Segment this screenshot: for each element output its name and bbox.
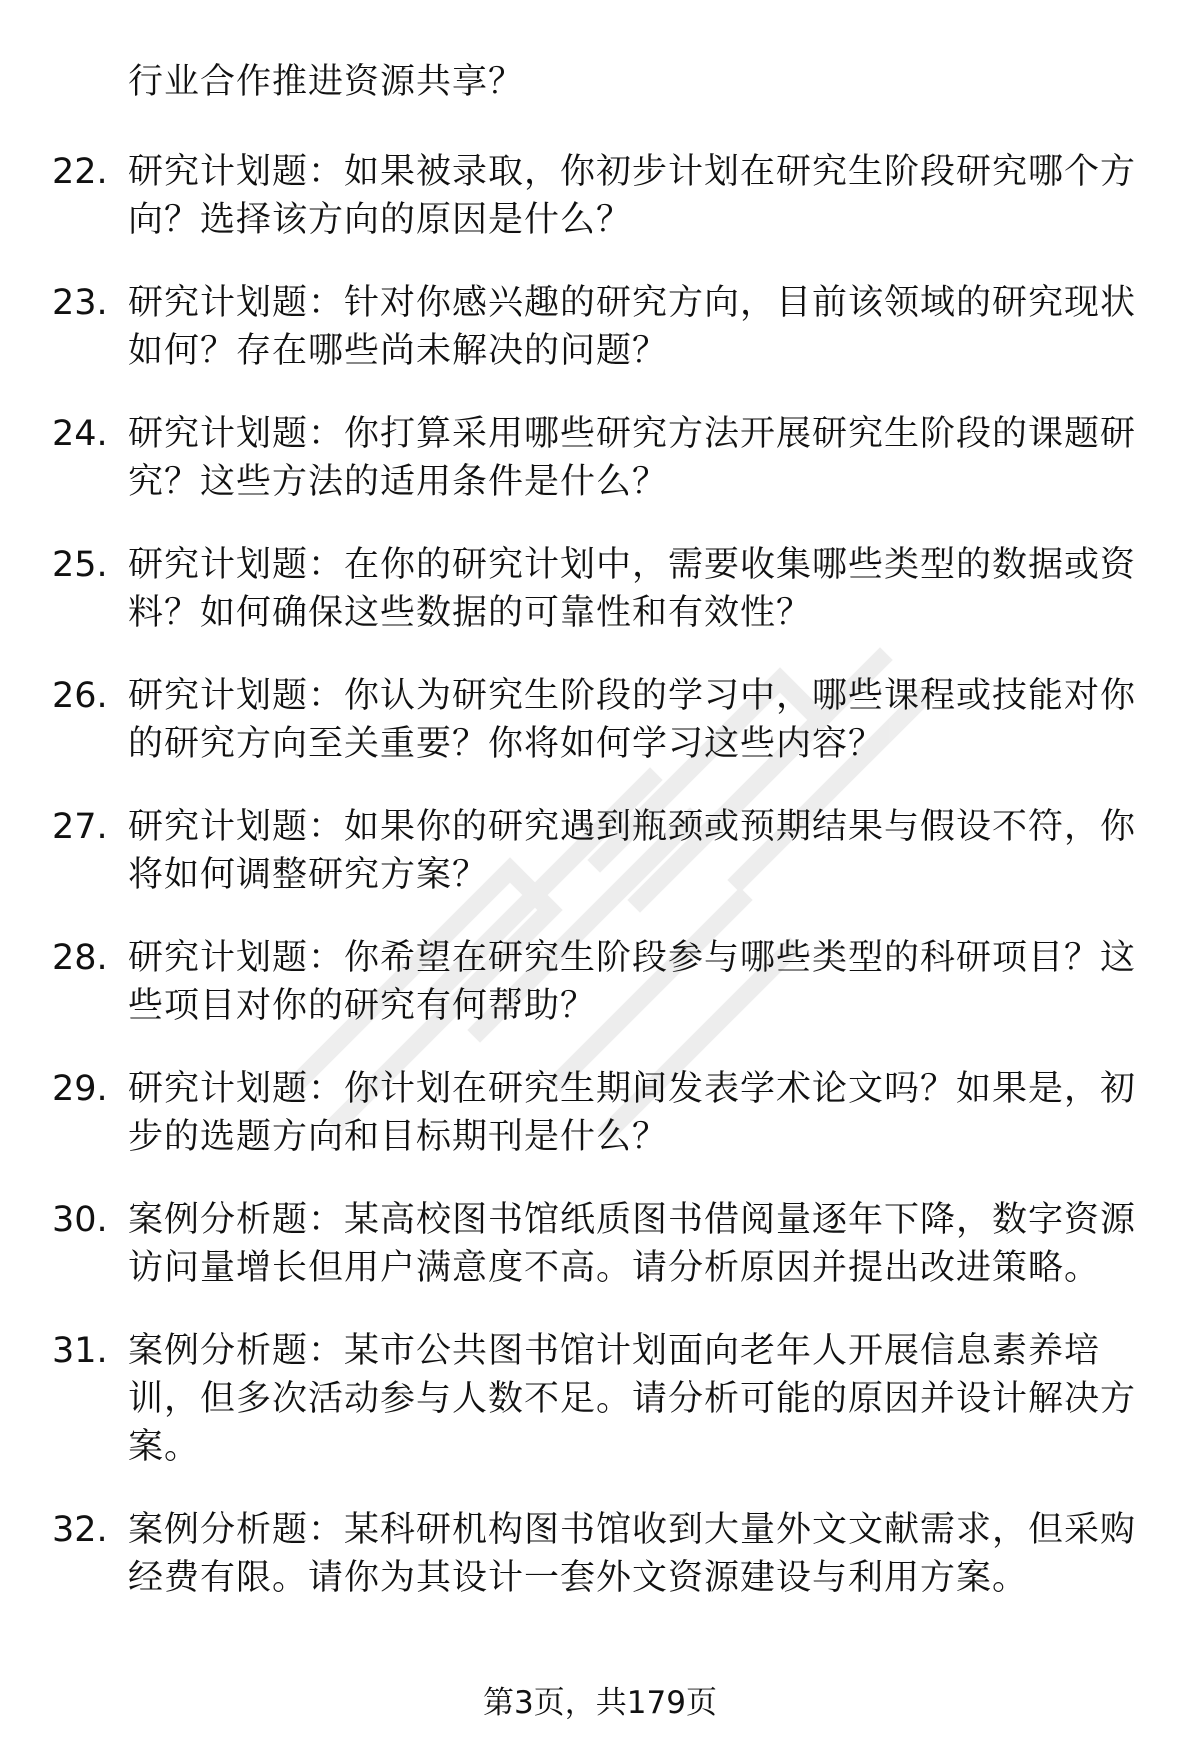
question-item <box>0 1196 1200 1288</box>
question-text: 案例分析题：某科研机构图书馆收到大量外文文献需求，但采购经费有限。请你为其设计一套外文资源建设与利用方案。 <box>128 1510 1137 1598</box>
question-number: 23. <box>52 283 108 323</box>
question-item <box>0 934 1200 1026</box>
question-text: 研究计划题：在你的研究计划中，需要收集哪些类型的数据或资料？如何确保这些数据的可靠性和有效性？ <box>128 545 1137 633</box>
question-number: 26. <box>52 676 108 716</box>
question-item <box>0 279 1200 371</box>
question-item <box>0 672 1200 764</box>
question-number: 28. <box>52 938 108 978</box>
question-text: 研究计划题：你认为研究生阶段的学习中，哪些课程或技能对你的研究方向至关重要？你将如何学习这些内容？ <box>128 676 1137 764</box>
question-text: 研究计划题：如果你的研究遇到瓶颈或预期结果与假设不符，你将如何调整研究方案？ <box>128 807 1137 895</box>
question-item <box>0 148 1200 240</box>
question-item <box>0 1506 1200 1598</box>
question-text: 研究计划题：针对你感兴趣的研究方向，目前该领域的研究现状如何？存在哪些尚未解决的问题？ <box>128 283 1137 371</box>
question-number: 22. <box>52 152 108 192</box>
question-number: 25. <box>52 545 108 585</box>
question-number: 24. <box>52 414 108 454</box>
question-item <box>0 1327 1200 1467</box>
question-text: 案例分析题：某市公共图书馆计划面向老年人开展信息素养培训，但多次活动参与人数不足。请分析可能的原因并设计解决方案。 <box>128 1331 1137 1467</box>
question-text: 案例分析题：某高校图书馆纸质图书借阅量逐年下降，数字资源访问量增长但用户满意度不高。请分析原因并提出改进策略。 <box>128 1200 1137 1288</box>
question-number: 27. <box>52 807 108 847</box>
question-item <box>0 803 1200 895</box>
question-number: 30. <box>52 1200 108 1240</box>
question-number: 31. <box>52 1331 108 1371</box>
question-number: 29. <box>52 1069 108 1109</box>
question-text: 研究计划题：如果被录取，你初步计划在研究生阶段研究哪个方向？选择该方向的原因是什么？ <box>128 152 1137 240</box>
question-list <box>0 148 1200 1637</box>
question-item <box>0 1065 1200 1157</box>
question-item <box>0 410 1200 502</box>
question-item <box>0 541 1200 633</box>
page-footer: 第3页，共179页 <box>483 1685 717 1721</box>
question-text: 研究计划题：你计划在研究生期间发表学术论文吗？如果是，初步的选题方向和目标期刊是什么？ <box>128 1069 1137 1157</box>
question-number: 32. <box>52 1510 108 1550</box>
question-text: 研究计划题：你打算采用哪些研究方法开展研究生阶段的课题研究？这些方法的适用条件是什么？ <box>128 414 1137 502</box>
question-text: 研究计划题：你希望在研究生阶段参与哪些类型的科研项目？这些项目对你的研究有何帮助？ <box>128 938 1137 1026</box>
continuation-text: 行业合作推进资源共享？ <box>128 62 525 102</box>
